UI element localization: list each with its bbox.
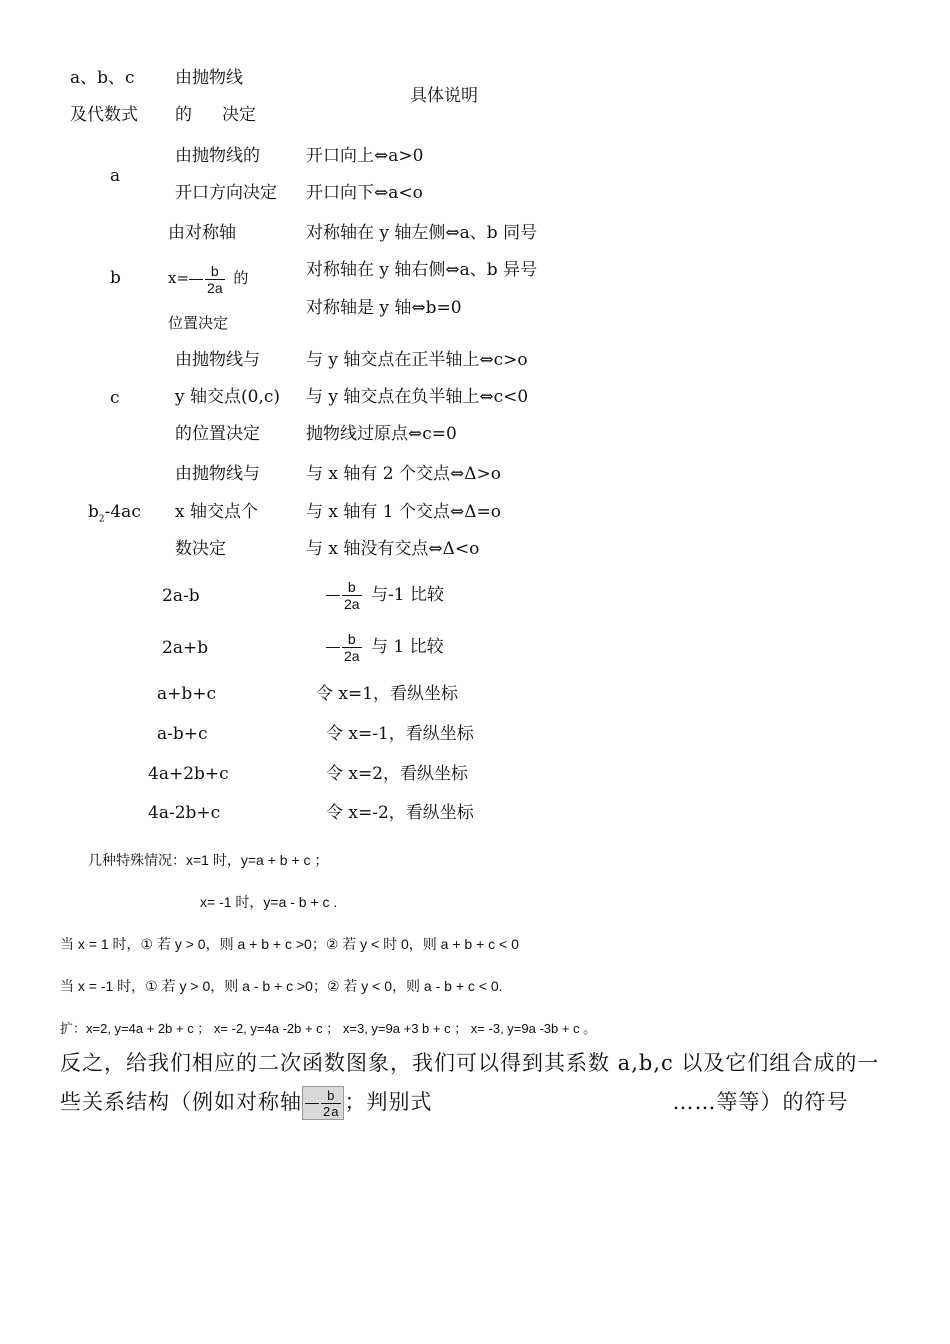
fraction-numerator: b (347, 631, 356, 647)
header-col2-line1: 由抛物线 (175, 68, 243, 88)
row-b-desc-3: 对称轴是 y 轴⇔b=0 (306, 298, 462, 318)
fraction (342, 579, 362, 612)
header-col1-line2: 及代数式 (70, 105, 138, 125)
row-a-desc-2: 开口向下⇔a<o (306, 183, 423, 203)
expr-4a-plus-2b-plus-c: 4a+2b+c (148, 764, 229, 784)
expr-4a-minus-2b-plus-c: 4a-2b+c (148, 803, 221, 823)
fraction (342, 631, 362, 664)
row-b-desc-1: 对称轴在 y 轴左侧⇔a、b 同号 (306, 223, 538, 243)
special-cases-line2: x= -1 时，y=a - b + c . (200, 894, 338, 910)
expr-2a-plus-b: 2a+b (162, 638, 209, 658)
row-c-desc-2: 与 y 轴交点在负半轴上⇔c<0 (306, 387, 529, 407)
expr-a-minus-b-plus-c-desc: 令 x=-1，看纵坐标 (326, 724, 474, 744)
row-b-decide-x: x= (168, 269, 190, 287)
row-a-label: a (110, 166, 121, 186)
header-col2-line2a: 的 (175, 105, 192, 125)
row-a-desc-1: 开口向上⇔a>0 (306, 146, 424, 166)
fraction (321, 1088, 341, 1119)
symmetry-axis-formula (302, 1086, 344, 1120)
fraction-numerator: b (327, 1088, 336, 1103)
row-c-decide-1: 由抛物线与 (175, 350, 260, 370)
row-b-decide-3: 位置决定 (168, 314, 229, 332)
extension-line: 扩：x=2, y=4a + 2b + c ； x= -2, y=4a -2b + c ； x=3, y=9a +3 b + c ； x= -3, y=9a -3b + c 。 (60, 1021, 597, 1036)
expr-desc-text: 与-1 比较 (370, 585, 444, 605)
fraction-numerator: b (347, 579, 356, 595)
row-b-label: b (110, 268, 121, 288)
row-disc-decide-3: 数决定 (175, 539, 226, 559)
row-a-decide-2: 开口方向决定 (175, 183, 277, 203)
conclusion-line2-mid: ；判别式 (344, 1090, 433, 1114)
row-c-decide-2: y 轴交点(0,c) (175, 387, 281, 407)
header-col1-line1: a、b、c (70, 68, 135, 88)
special-cases-line1: 几种特殊情况：x=1 时，y=a + b + c ； (88, 852, 329, 868)
expr-a-minus-b-plus-c: a-b+c (157, 724, 208, 744)
row-b-decide-of: 的 (233, 269, 249, 287)
minus-sign (305, 1103, 319, 1104)
minus-sign (326, 647, 340, 648)
case-x-1: 当 x = 1 时，① 若 y > 0，则 a + b + c >0；② 若 y < 时 0，则 a + b + c < 0 (60, 936, 519, 952)
row-disc-decide-1: 由抛物线与 (175, 464, 260, 484)
row-disc-label-post: -4ac (104, 502, 141, 522)
conclusion-line2 (60, 1086, 848, 1120)
expr-4a-minus-2b-plus-c-desc: 令 x=-2，看纵坐标 (326, 803, 474, 823)
conclusion-line2-pre: 些关系结构（例如对称轴 (60, 1090, 302, 1114)
expr-4a-plus-2b-plus-c-desc: 令 x=2，看纵坐标 (326, 764, 469, 784)
row-b-desc-2: 对称轴在 y 轴右侧⇔a、b 异号 (306, 260, 538, 280)
row-a-decide-1: 由抛物线的 (175, 146, 260, 166)
fraction (205, 263, 225, 296)
expr-a-plus-b-plus-c: a+b+c (157, 684, 217, 704)
row-c-desc-1: 与 y 轴交点在正半轴上⇔c>o (306, 350, 528, 370)
row-b-decide-axis (168, 258, 248, 298)
expr-desc-text: 与 1 比较 (370, 637, 444, 657)
fraction-denominator: 2a (323, 1104, 340, 1119)
row-disc-decide-2: x 轴交点个 (175, 502, 258, 522)
conclusion-line1: 反之，给我们相应的二次函数图象，我们可以得到其系数 a,b,c 以及它们组合成的一 (60, 1051, 880, 1075)
fraction-denominator: 2a (207, 279, 223, 296)
minus-sign (189, 279, 203, 280)
row-disc-label (88, 501, 141, 530)
expr-a-plus-b-plus-c-desc: 令 x=1，看纵坐标 (316, 684, 459, 704)
row-disc-label-sub: 2 (98, 514, 105, 525)
expr-2a-minus-b: 2a-b (162, 586, 200, 606)
row-c-label: c (110, 388, 120, 408)
row-disc-desc-1: 与 x 轴有 2 个交点⇔Δ>o (306, 464, 502, 484)
expr-2a-plus-b-desc (326, 627, 444, 667)
conclusion-line2-post: ……等等）的符号 (672, 1090, 849, 1114)
row-disc-desc-3: 与 x 轴没有交点⇔Δ<o (306, 539, 480, 559)
header-col3: 具体说明 (410, 86, 478, 106)
row-c-desc-3: 抛物线过原点⇔c=0 (306, 424, 457, 444)
row-disc-desc-2: 与 x 轴有 1 个交点⇔Δ=o (306, 502, 502, 522)
row-b-decide-1: 由对称轴 (168, 223, 236, 243)
fraction-numerator: b (210, 262, 219, 279)
minus-sign (326, 595, 340, 596)
expr-2a-minus-b-desc (326, 575, 444, 615)
header-col2-line2b: 决定 (222, 105, 256, 125)
fraction-denominator: 2a (344, 648, 360, 664)
fraction-denominator: 2a (344, 596, 360, 612)
row-disc-label-pre: b (88, 502, 99, 522)
row-c-decide-3: 的位置决定 (175, 424, 260, 444)
case-x-minus-1: 当 x = -1 时，① 若 y > 0，则 a - b + c >0；② 若 y < 0，则 a - b + c < 0. (60, 978, 503, 994)
